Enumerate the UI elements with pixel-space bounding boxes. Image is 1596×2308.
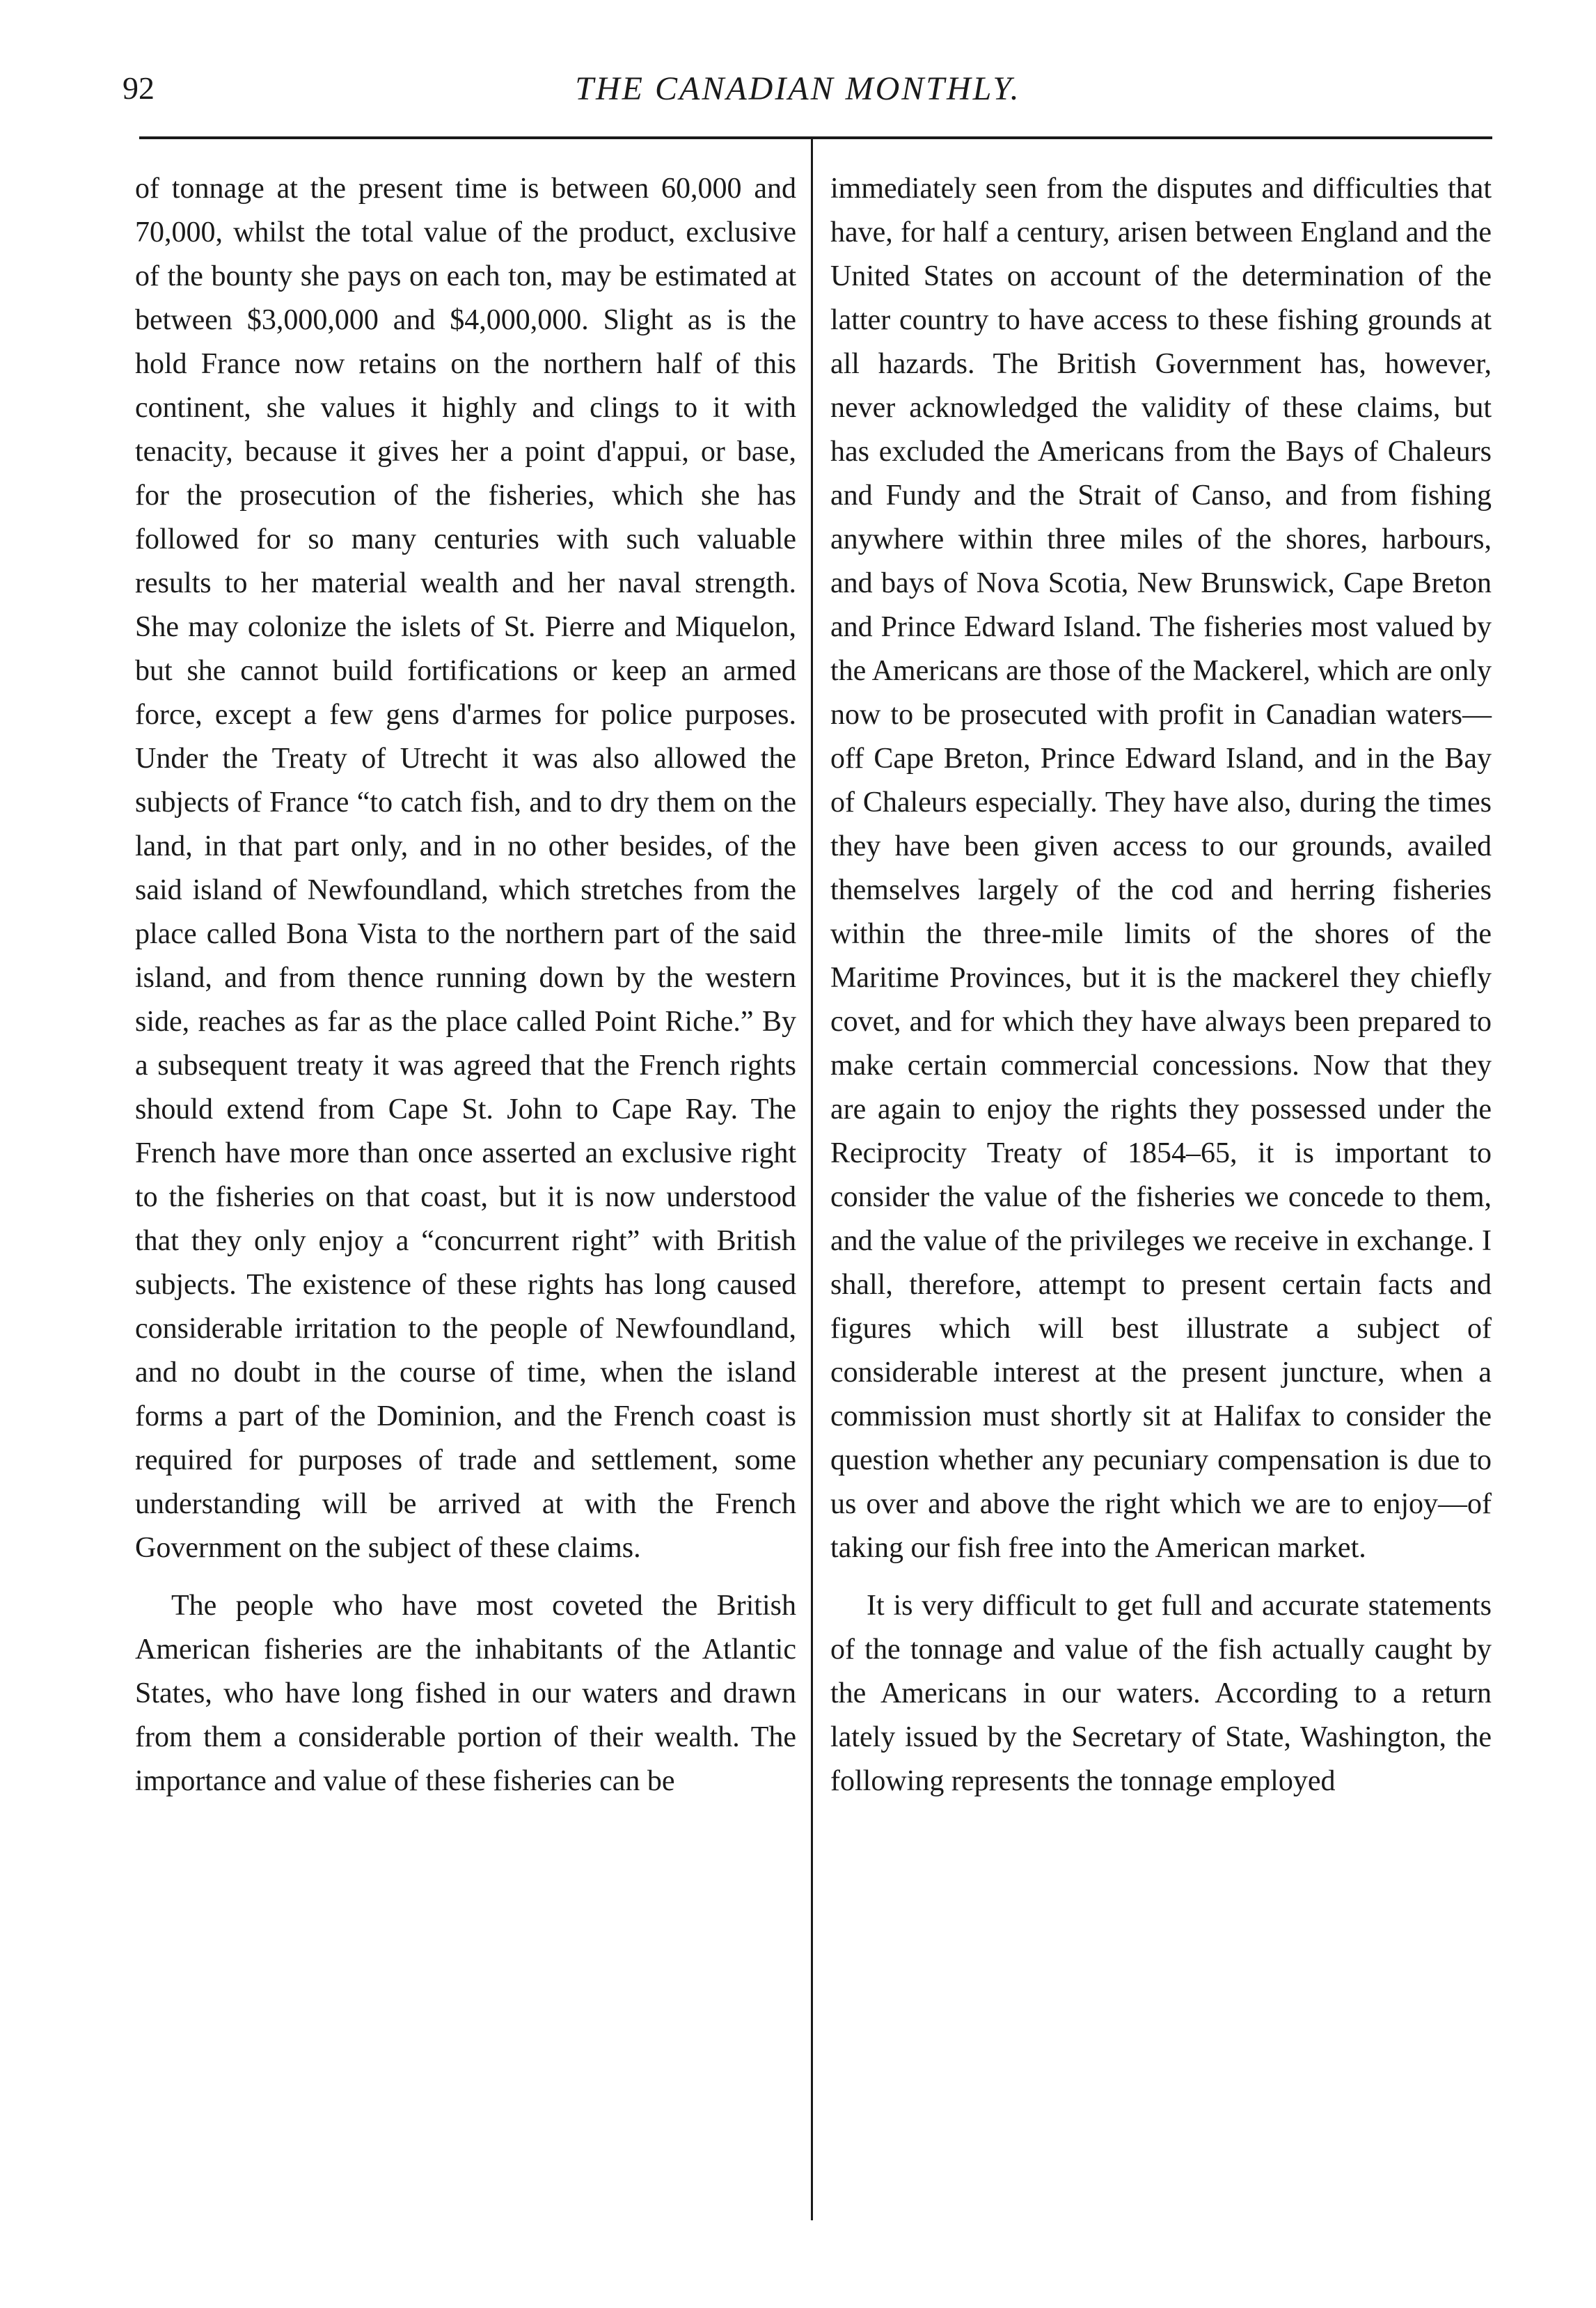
right-column bbox=[830, 167, 1492, 1803]
left-paragraph-1: of tonnage at the present time is between 60,000 and 70,000, whilst the total value of the product, exclusive of the bounty she pays on each ton, may be estimated at between $3,000,000 and $4,000,000. Slight as is the hold France now retains on the northern half of this continent, she values it highly and clings to it with tenacity, because it gives her a point d'appui, or base, for the prosecution of the fisheries, which she has followed for so many centuries with such valuable results to her material wealth and her naval strength. She may colonize the islets of St. Pierre and Miquelon, but she cannot build fortifications or keep an armed force, except a few gens d'armes for police purposes. Under the Treaty of Utrecht it was also allowed the subjects of France “to catch fish, and to dry them on the land, in that part only, and in no other besides, of the said island of Newfoundland, which stretches from the place called Bona Vista to the northern part of the said island, and from thence running down by the western side, reaches as far as the place called Point Riche.” By a subsequent treaty it was agreed that the French rights should extend from Cape St. John to Cape Ray. The French have more than once asserted an exclusive right to the fisheries on that coast, but it is now understood that they only enjoy a “concurrent right” with British subjects. The existence of these rights has long caused considerable irritation to the people of Newfoundland, and no doubt in the course of time, when the island forms a part of the Dominion, and the French coast is required for purposes of trade and settlement, some understanding will be arrived at with the French Government on the subject of these claims. bbox=[135, 173, 796, 1564]
header-rule bbox=[139, 136, 1492, 139]
column-divider bbox=[811, 139, 813, 2220]
right-paragraph-2: It is very difficult to get full and accurate statements of the tonnage and value of the fish actually caught by the Americans in our waters. According to a return lately issued by the Secretary of State, Washington, the following represents the tonnage employed bbox=[830, 1590, 1492, 1797]
left-paragraph-2: The people who have most coveted the British American fisheries are the inhabitants of the Atlantic States, who have long fished in our waters and drawn from them a considerable portion of their wealth. The importance and value of these fisheries can be bbox=[135, 1590, 796, 1797]
running-title: THE CANADIAN MONTHLY. bbox=[575, 70, 1021, 107]
page-number: 92 bbox=[123, 70, 155, 106]
left-column bbox=[135, 167, 796, 1803]
right-paragraph-1: immediately seen from the disputes and difficulties that have, for half a century, arisen between England and the United States on account of the determination of the latter country to have access to these fishing grounds at all hazards. The British Government has, however, never acknowledged the validity of these claims, but has excluded the Americans from the Bays of Chaleurs and Fundy and the Strait of Canso, and from fishing anywhere within three miles of the shores, harbours, and bays of Nova Scotia, New Brunswick, Cape Breton and Prince Edward Island. The fisheries most valued by the Americans are those of the Mackerel, which are only now to be prosecuted with profit in Canadian waters—off Cape Breton, Prince Edward Island, and in the Bay of Chaleurs especially. They have also, during the times they have been given access to our grounds, availed themselves largely of the cod and herring fisheries within the three-mile limits of the shores of the Maritime Provinces, but it is the mackerel they chiefly covet, and for which they have always been prepared to make certain commercial concessions. Now that they are again to enjoy the rights they possessed under the Reciprocity Treaty of 1854–65, it is important to consider the value of the fisheries we concede to them, and the value of the privileges we receive in exchange. I shall, therefore, attempt to present certain facts and figures which will best illustrate a subject of considerable interest at the present juncture, when a commission must shortly sit at Halifax to consider the question whether any pecuniary compensation is due to us over and above the right which we are to enjoy—of taking our fish free into the American market. bbox=[830, 173, 1492, 1564]
